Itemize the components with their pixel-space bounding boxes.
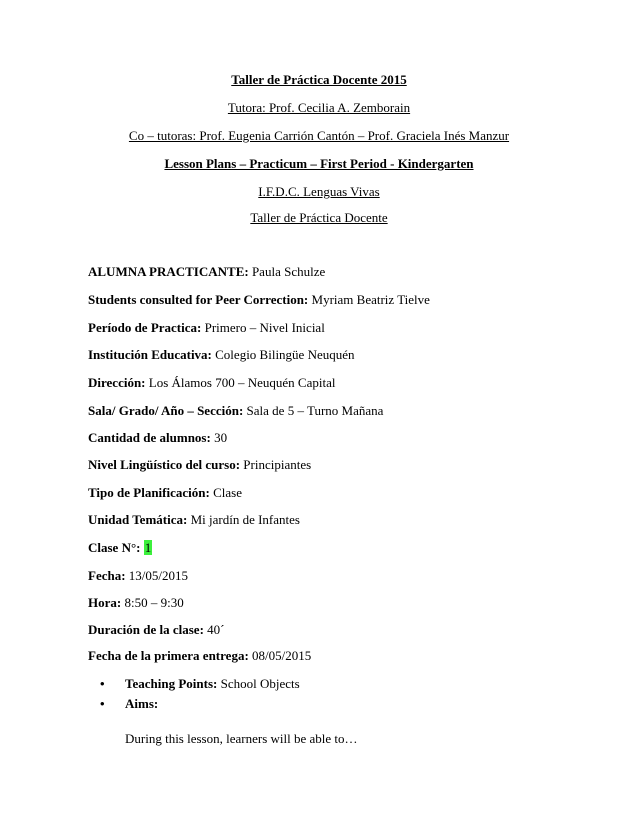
bullet-label: Teaching Points: bbox=[125, 676, 218, 691]
field-label: Período de Practica: bbox=[88, 320, 202, 335]
field-label: Students consulted for Peer Correction: bbox=[88, 292, 309, 307]
field-value: 40´ bbox=[207, 622, 225, 637]
field-label: Tipo de Planificación: bbox=[88, 485, 210, 500]
institute-line: I.F.D.C. Lenguas Vivas bbox=[258, 184, 380, 199]
field-label: Fecha de la primera entrega: bbox=[88, 648, 249, 663]
field-label: Hora: bbox=[88, 595, 122, 610]
field-value: 8:50 – 9:30 bbox=[124, 595, 184, 610]
field-nivel bbox=[88, 457, 311, 473]
field-sala bbox=[88, 403, 383, 419]
field-duracion bbox=[88, 622, 225, 638]
field-label: Duración de la clase: bbox=[88, 622, 204, 637]
field-label: Clase N°: bbox=[88, 540, 141, 555]
field-primera-entrega bbox=[88, 648, 311, 664]
field-value: Clase bbox=[213, 485, 242, 500]
field-unidad bbox=[88, 512, 300, 528]
field-label: Fecha: bbox=[88, 568, 126, 583]
field-label: Unidad Temática: bbox=[88, 512, 188, 527]
bullet-icon: • bbox=[100, 676, 105, 691]
bullet-icon: • bbox=[100, 696, 105, 711]
field-fecha bbox=[88, 568, 188, 584]
bullet-aims bbox=[100, 696, 158, 712]
field-value: Paula Schulze bbox=[251, 264, 326, 279]
field-label: ALUMNA PRACTICANTE: bbox=[88, 264, 249, 279]
field-alumna bbox=[88, 264, 325, 280]
field-value: Primero – Nivel Inicial bbox=[204, 320, 325, 335]
field-value: Myriam Beatriz Tielve bbox=[311, 292, 430, 307]
field-value: 08/05/2015 bbox=[252, 648, 312, 663]
field-label: Cantidad de alumnos: bbox=[88, 430, 211, 445]
field-value: Los Álamos 700 – Neuquén Capital bbox=[148, 375, 336, 390]
field-label: Nivel Lingüístico del curso: bbox=[88, 457, 241, 472]
field-value: Mi jardín de Infantes bbox=[190, 512, 300, 527]
aims-intro: During this lesson, learners will be able to… bbox=[125, 731, 358, 746]
highlighted-value: 1 bbox=[144, 540, 152, 555]
field-value: 30 bbox=[214, 430, 228, 445]
tutora-line: Tutora: Prof. Cecilia A. Zemborain bbox=[227, 100, 411, 115]
field-periodo bbox=[88, 320, 325, 336]
field-cantidad bbox=[88, 430, 227, 446]
field-direccion bbox=[88, 375, 335, 391]
field-value: Sala de 5 – Turno Mañana bbox=[246, 403, 384, 418]
field-value: 13/05/2015 bbox=[128, 568, 189, 583]
cotutoras-line: Co – tutoras: Prof. Eugenia Carrión Cantón – Prof. Graciela Inés Manzur bbox=[128, 128, 510, 143]
bullet-label: Aims: bbox=[125, 696, 159, 711]
document-title: Taller de Práctica Docente 2015 bbox=[231, 72, 407, 87]
field-hora bbox=[88, 595, 184, 611]
bullet-teaching-points bbox=[100, 676, 300, 692]
field-tipo bbox=[88, 485, 242, 501]
bullet-value: School Objects bbox=[220, 676, 300, 691]
field-value: Principiantes bbox=[243, 457, 312, 472]
field-clase bbox=[88, 540, 152, 556]
field-label: Sala/ Grado/ Año – Sección: bbox=[88, 403, 244, 418]
field-label: Institución Educativa: bbox=[88, 347, 212, 362]
field-value: Colegio Bilingüe Neuquén bbox=[215, 347, 355, 362]
field-label: Dirección: bbox=[88, 375, 146, 390]
workshop-line: Taller de Práctica Docente bbox=[250, 210, 388, 225]
lesson-plans-line: Lesson Plans – Practicum – First Period - Kindergarten bbox=[164, 156, 474, 171]
field-institucion bbox=[88, 347, 355, 363]
field-peer-correction bbox=[88, 292, 430, 308]
